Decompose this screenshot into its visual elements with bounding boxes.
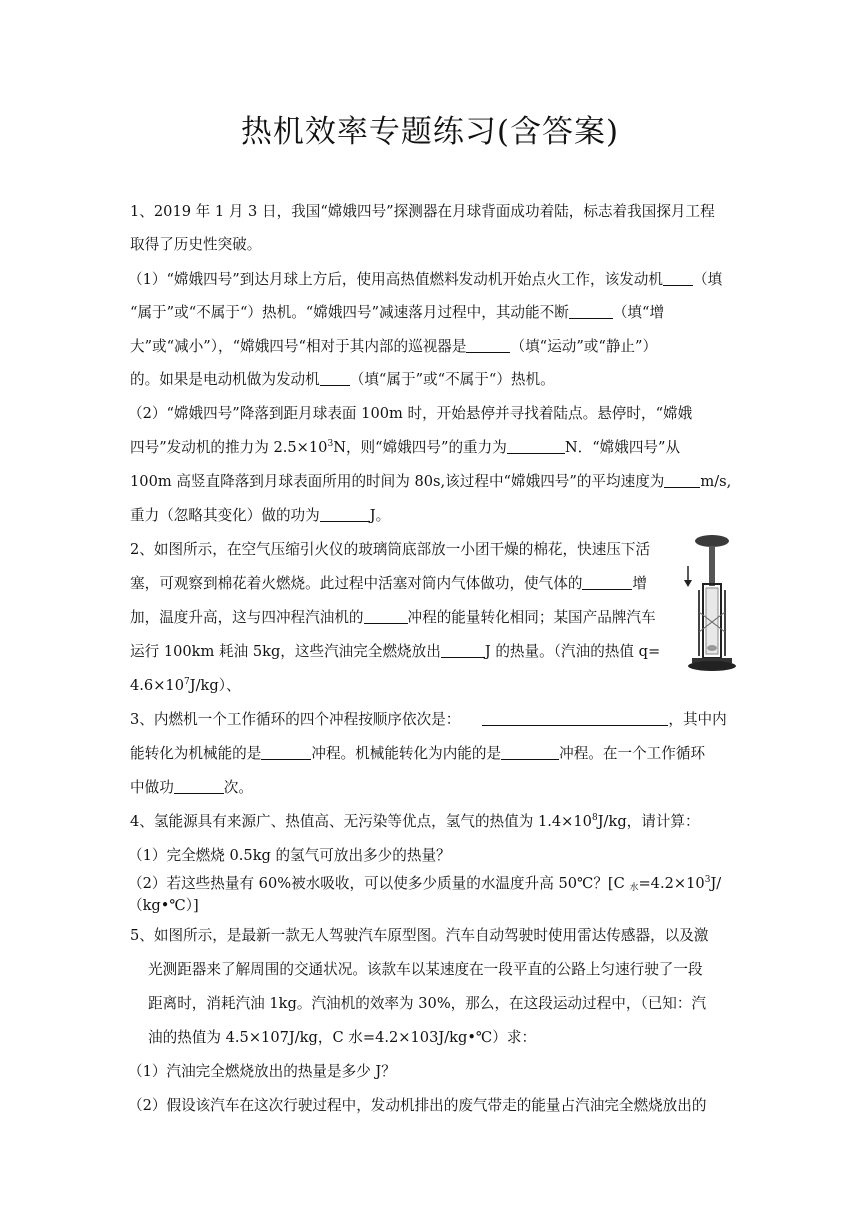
exponent: 3 xyxy=(327,439,334,449)
exponent: 7 xyxy=(184,677,190,687)
text: （填 xyxy=(693,271,723,288)
answer-blank[interactable] xyxy=(320,371,350,386)
text: 冲程。机械能转化为内能的是 xyxy=(311,745,502,762)
q5-part2: （2）假设该汽车在这次行驶过程中，发动机排出的废气带走的能量占汽油完全燃烧放出的 xyxy=(128,1097,707,1114)
text: （2）若这些热量有 60%被水吸收，可以使多少质量的水温度升高 50℃？[C xyxy=(128,875,630,892)
text: 四号”发动机的推力为 2.5×10 xyxy=(130,439,328,456)
text: m/s, xyxy=(700,473,732,490)
text: 4、氢能源具有来源广、热值高、无污染等优点，氢气的热值为 1.4×10 xyxy=(130,813,592,830)
text: 冲程的能量转化相同；某国产品牌汽车 xyxy=(407,609,656,626)
answer-blank[interactable] xyxy=(466,338,510,353)
q4-part2-line-1 xyxy=(128,874,721,894)
text: J/kg，请计算： xyxy=(597,813,700,830)
text: 4.6×10 xyxy=(130,677,185,694)
q1-part1-line-3 xyxy=(130,337,657,357)
q1-line-1: 1、2019 年 1 月 3 日，我国“嫦娥四号”探测器在月球背面成功着陆，标志着我国探月工程 xyxy=(130,203,715,220)
q1-part2-line-1: （2）“嫦娥四号”降落到距月球表面 100m 时，开始悬停并寻找着陆点。悬停时，“嫦娥 xyxy=(128,405,693,422)
text: （1）“嫦娥四号”到达月球上方后，使用高热值燃料发动机开始点火工作，该发动机 xyxy=(128,271,663,288)
text: 增 xyxy=(632,575,648,592)
text: 加，温度升高，这与四冲程汽油机的 xyxy=(130,609,364,626)
answer-blank[interactable] xyxy=(364,609,408,624)
q1-part1-line-1 xyxy=(128,270,722,290)
q2-line-2 xyxy=(130,574,647,594)
text: 塞，可观察到棉花着火燃烧。此过程中活塞对筒内气体做功，使气体的 xyxy=(130,575,583,592)
q2-line-3 xyxy=(130,608,656,628)
answer-blank[interactable] xyxy=(441,643,485,658)
q5-line-1: 5、如图所示，是最新一款无人驾驶汽车原型图。汽车自动驾驶时使用雷达传感器，以及激 xyxy=(130,927,709,944)
text: 中做功 xyxy=(130,779,174,796)
q1-part2-line-4 xyxy=(130,506,390,526)
q3-line-2 xyxy=(130,744,705,764)
text: 3、内燃机一个工作循环的四个冲程按顺序依次是： xyxy=(130,711,461,728)
q3-line-1 xyxy=(130,710,727,730)
answer-blank[interactable] xyxy=(582,575,632,590)
q4-part2-line-2: （kg•℃）] xyxy=(128,897,199,914)
answer-blank[interactable] xyxy=(482,711,668,726)
text: （填“运动”或“静止”） xyxy=(510,338,658,355)
text: 的。如果是电动机做为发动机 xyxy=(130,371,320,388)
text: （填“属于”或“不属于“）热机。 xyxy=(349,371,555,388)
q5-line-4: 油的热值为 4.5×107J/kg，C 水=4.2×103J/kg•℃）求： xyxy=(148,1029,537,1046)
q1-line-2: 取得了历史性突破。 xyxy=(130,236,262,253)
q5-line-3: 距离时，消耗汽油 1kg。汽油机的效率为 30%，那么，在这段运动过程中，（已知：汽 xyxy=(148,995,707,1012)
answer-blank[interactable] xyxy=(663,271,693,286)
answer-blank[interactable] xyxy=(507,439,565,454)
text: J 的热量。（汽油的热值 q= xyxy=(484,643,661,660)
answer-blank[interactable] xyxy=(261,745,311,760)
answer-blank[interactable] xyxy=(174,779,224,794)
q5-line-2: 光测距器来了解周围的交通状况。该款车以某速度在一段平直的公路上匀速行驶了一段 xyxy=(148,961,703,978)
text: =4.2×10 xyxy=(638,875,705,892)
subscript: 水 xyxy=(629,883,639,893)
answer-blank[interactable] xyxy=(501,745,559,760)
air-compression-igniter-figure xyxy=(682,532,742,674)
text: N．“嫦娥四号”从 xyxy=(564,439,681,456)
q5-part1: （1）汽油完全燃烧放出的热量是多少 J？ xyxy=(128,1063,396,1080)
text: N，则“嫦娥四号”的重力为 xyxy=(333,439,507,456)
text: 大”或“减小”），“嫦娥四号“相对于其内部的巡视器是 xyxy=(130,338,467,355)
q4-part1: （1）完全燃烧 0.5kg 的氢气可放出多少的热量？ xyxy=(128,847,451,864)
q4-line-1 xyxy=(130,812,700,832)
exponent: 3 xyxy=(704,875,711,885)
text: 重力（忽略其变化）做的功为 xyxy=(130,507,320,524)
q2-line-4 xyxy=(130,642,660,662)
q1-part2-line-3 xyxy=(130,472,731,492)
answer-blank[interactable] xyxy=(664,473,700,488)
text: J/ xyxy=(710,875,722,892)
text: J/kg）、 xyxy=(189,677,241,694)
q3-line-3 xyxy=(130,778,253,798)
text: 能转化为机械能的是 xyxy=(130,745,262,762)
q1-part1-line-4 xyxy=(130,370,555,390)
text: 100m 高竖直降落到月球表面所用的时间为 80s,该过程中“嫦娥四号”的平均速度为 xyxy=(130,473,665,490)
q2-line-5 xyxy=(130,676,241,696)
text: ，其中内 xyxy=(668,711,727,728)
answer-blank[interactable] xyxy=(569,304,613,319)
text: “属于”或“不属于“）热机。“嫦娥四号”减速落月过程中，其动能不断 xyxy=(130,304,569,321)
text: 冲程。在一个工作循环 xyxy=(559,745,706,762)
answer-blank[interactable] xyxy=(320,507,370,522)
text: 运行 100km 耗油 5kg，这些汽油完全燃烧放出 xyxy=(130,643,441,660)
q1-part2-line-2 xyxy=(130,438,680,458)
q1-part1-line-2 xyxy=(130,303,664,323)
page-title: 热机效率专题练习(含答案) xyxy=(240,114,620,150)
text: （填“增 xyxy=(612,304,665,321)
text: 次。 xyxy=(223,779,253,796)
exponent: 8 xyxy=(591,813,598,823)
q2-line-1: 2、如图所示，在空气压缩引火仪的玻璃筒底部放一小团干燥的棉花，快速压下活 xyxy=(130,541,651,558)
text: J。 xyxy=(369,507,391,524)
